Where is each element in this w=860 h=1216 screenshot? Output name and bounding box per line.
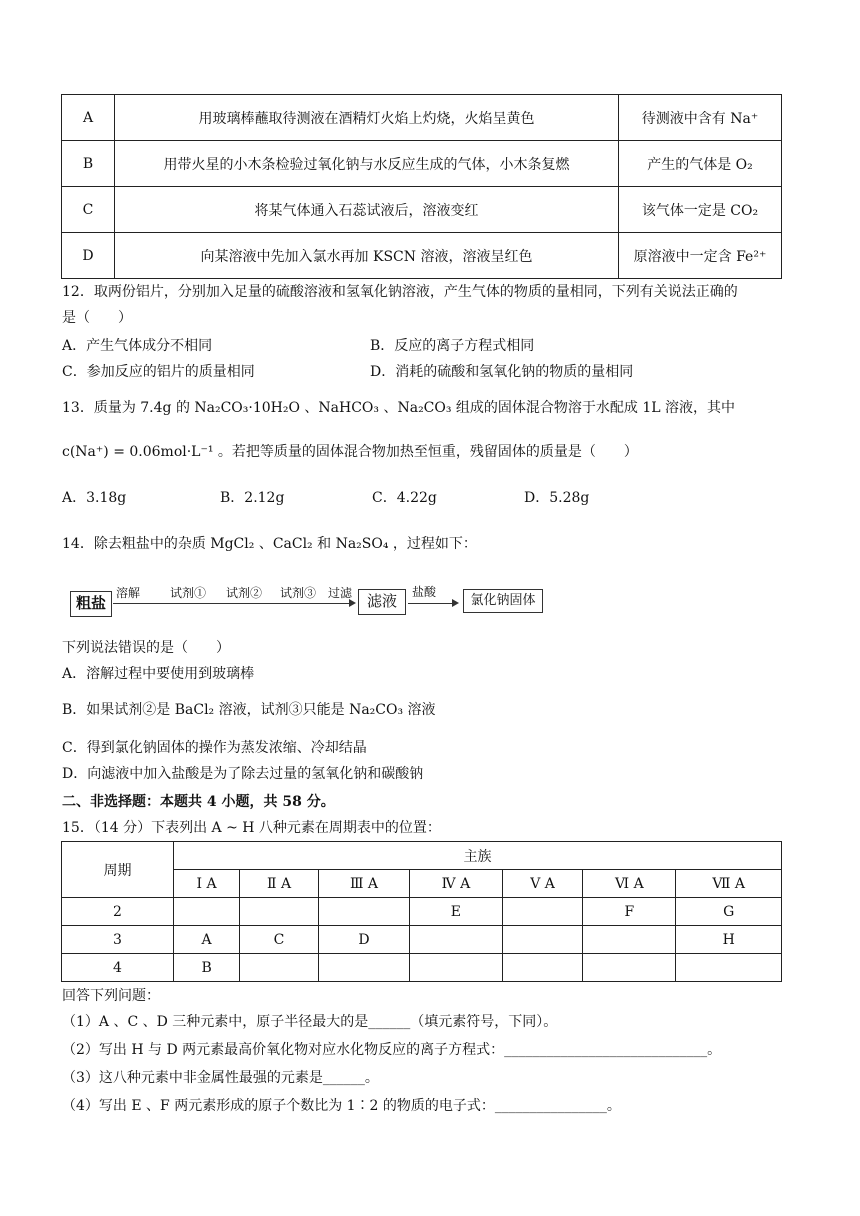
q15-stem: 15．（14 分）下表列出 A ~ H 八种元素在周期表中的位置： xyxy=(62,820,441,836)
q13-option-d: D．5.28g xyxy=(524,490,590,506)
q15-sub2: （2）写出 H 与 D 两元素最高价氧化物对应水化物反应的离子方程式：_____________________________。 xyxy=(62,1042,722,1058)
group-label: Ⅲ A xyxy=(318,870,409,898)
operation-cell: 用带火星的小木条检验过氧化钠与水反应生成的气体，小木条复燃 xyxy=(115,141,619,187)
element-cell: E xyxy=(410,898,503,926)
conclusion-cell: 待测液中含有 Na⁺ xyxy=(619,95,782,141)
flow-arrow xyxy=(113,603,349,604)
element-cell: A xyxy=(174,926,240,954)
q14-question: 下列说法错误的是（ ） xyxy=(62,640,230,656)
table-row xyxy=(62,141,782,187)
q13-option-a: A．3.18g xyxy=(62,490,127,506)
flow-arrow xyxy=(408,603,452,604)
group-header: 主族 xyxy=(174,842,782,870)
group-label: Ⅵ A xyxy=(583,870,676,898)
period-header: 周期 xyxy=(62,842,174,898)
q13-option-c: C．4.22g xyxy=(372,490,437,506)
element-cell: F xyxy=(583,898,676,926)
section-heading: 二、非选择题：本题共 4 小题，共 58 分。 xyxy=(62,794,335,810)
q13-option-b: B．2.12g xyxy=(220,490,285,506)
element-cell xyxy=(583,954,676,982)
q15-sub4: （4）写出 E 、F 两元素形成的原子个数比为 1∶2 的物质的电子式：________________。 xyxy=(62,1098,621,1114)
element-cell xyxy=(240,954,319,982)
row-label: C xyxy=(62,187,115,233)
element-cell xyxy=(410,926,503,954)
q14-stem: 14．除去粗盐中的杂质 MgCl₂ 、CaCl₂ 和 Na₂SO₄ ，过程如下： xyxy=(62,536,477,552)
flow-step-label: 试剂③ xyxy=(280,586,317,600)
element-cell: C xyxy=(240,926,319,954)
group-label: Ⅱ A xyxy=(240,870,319,898)
table-row xyxy=(62,954,782,982)
element-cell: H xyxy=(676,926,782,954)
conclusion-cell: 该气体一定是 CO₂ xyxy=(619,187,782,233)
flow-step-label: 试剂② xyxy=(226,586,263,600)
q14-option-b: B．如果试剂②是 BaCl₂ 溶液，试剂③只能是 Na₂CO₃ 溶液 xyxy=(62,702,436,718)
q14-option-a: A．溶解过程中要使用到玻璃棒 xyxy=(62,666,255,682)
element-cell xyxy=(502,926,583,954)
q12-option-b: B．反应的离子方程式相同 xyxy=(370,338,535,354)
flow-end-box: 氯化钠固体 xyxy=(463,589,543,613)
period-label: 3 xyxy=(62,926,174,954)
period-label: 2 xyxy=(62,898,174,926)
element-cell xyxy=(676,954,782,982)
q12-stem-line2: 是（ ） xyxy=(62,310,132,326)
purification-flowchart xyxy=(66,583,546,619)
conclusion-cell: 产生的气体是 O₂ xyxy=(619,141,782,187)
group-label: Ⅴ A xyxy=(502,870,583,898)
flow-arrowhead xyxy=(452,599,459,607)
q12-option-d: D．消耗的硫酸和氢氧化钠的物质的量相同 xyxy=(370,364,634,380)
element-cell: B xyxy=(174,954,240,982)
element-cell xyxy=(318,898,409,926)
period-label: 4 xyxy=(62,954,174,982)
flow-start-box: 粗盐 xyxy=(70,591,112,617)
group-label: Ⅰ A xyxy=(174,870,240,898)
element-cell xyxy=(502,898,583,926)
operation-cell: 将某气体通入石蕊试液后，溶液变红 xyxy=(115,187,619,233)
conclusion-cell: 原溶液中一定含 Fe²⁺ xyxy=(619,233,782,279)
flow-arrowhead xyxy=(349,599,356,607)
q13-stem-line1: 13．质量为 7.4g 的 Na₂CO₃·10H₂O 、NaHCO₃ 、Na₂CO₃ 组成的固体混合物溶于水配成 1L 溶液，其中 xyxy=(62,400,736,416)
flow-step-label: 过滤 xyxy=(328,586,353,600)
q15-sub3: （3）这八种元素中非金属性最强的元素是______。 xyxy=(62,1070,379,1086)
element-cell xyxy=(502,954,583,982)
q15-sub1: （1）A 、C 、D 三种元素中，原子半径最大的是______（填元素符号，下同）。 xyxy=(62,1014,558,1030)
row-label: B xyxy=(62,141,115,187)
flow-step-label: 盐酸 xyxy=(412,585,437,599)
experiment-table xyxy=(61,94,782,279)
answer-intro: 回答下列问题： xyxy=(62,988,160,1004)
q14-option-d: D．向滤液中加入盐酸是为了除去过量的氢氧化钠和碳酸钠 xyxy=(62,766,424,782)
q14-option-c: C．得到氯化钠固体的操作为蒸发浓缩、冷却结晶 xyxy=(62,740,367,756)
table-row xyxy=(62,898,782,926)
flow-step-label: 溶解 xyxy=(116,586,141,600)
element-cell: G xyxy=(676,898,782,926)
element-cell xyxy=(174,898,240,926)
q12-option-a: A．产生气体成分不相同 xyxy=(62,338,213,354)
element-cell: D xyxy=(318,926,409,954)
element-cell xyxy=(583,926,676,954)
element-cell xyxy=(410,954,503,982)
element-cell xyxy=(318,954,409,982)
flow-step-label: 试剂① xyxy=(170,586,207,600)
table-row xyxy=(62,926,782,954)
table-row xyxy=(62,95,782,141)
flow-middle-box: 滤液 xyxy=(358,589,406,615)
q13-stem-line2: c(Na⁺) = 0.06mol·L⁻¹ 。若把等质量的固体混合物加热至恒重，残留固体的质量是（ ） xyxy=(62,444,638,460)
periodic-table xyxy=(61,841,782,982)
group-label: Ⅳ A xyxy=(410,870,503,898)
table-row xyxy=(62,233,782,279)
group-label: Ⅶ A xyxy=(676,870,782,898)
table-row xyxy=(62,187,782,233)
q12-option-c: C．参加反应的铝片的质量相同 xyxy=(62,364,255,380)
q12-stem-line1: 12．取两份铝片，分别加入足量的硫酸溶液和氢氧化钠溶液，产生气体的物质的量相同，下列有关说法正确的 xyxy=(62,284,738,300)
operation-cell: 向某溶液中先加入氯水再加 KSCN 溶液，溶液呈红色 xyxy=(115,233,619,279)
element-cell xyxy=(240,898,319,926)
row-label: A xyxy=(62,95,115,141)
operation-cell: 用玻璃棒蘸取待测液在酒精灯火焰上灼烧，火焰呈黄色 xyxy=(115,95,619,141)
row-label: D xyxy=(62,233,115,279)
